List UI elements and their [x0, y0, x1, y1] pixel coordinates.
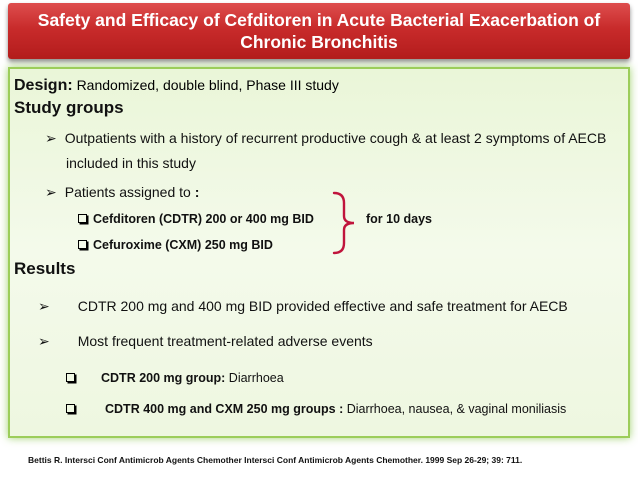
reference-footnote: Bettis R. Intersci Conf Antimicrob Agents Chemother Intersci Conf Antimicrob Agents Chemother. 1999 Sep 26-29; 39: 711. — [28, 455, 523, 465]
arrow-bullet-icon: ➢ — [38, 298, 50, 314]
group-cefuroxime-text: Cefuroxime (CXM) 250 mg BID — [93, 238, 273, 252]
adverse-cdtr400-cxm-text: Diarrhoea, nausea, & vaginal moniliasis — [346, 402, 567, 416]
title-banner — [8, 3, 630, 59]
design-text: Randomized, double blind, Phase III study — [76, 77, 339, 93]
results-bullet-adverse-text: Most frequent treatment-related adverse events — [77, 333, 373, 349]
adverse-cdtr400-cxm — [66, 402, 566, 416]
study-groups-heading: Study groups — [14, 98, 124, 117]
adverse-cdtr200-text: Diarrhoea — [228, 371, 284, 385]
group-cefuroxime — [78, 238, 273, 252]
adverse-cdtr200-label: CDTR 200 mg group: — [101, 371, 226, 385]
adverse-cdtr400-cxm-label: CDTR 400 mg and CXM 250 mg groups : — [105, 402, 344, 416]
arrow-bullet-icon: ➢ — [45, 184, 57, 200]
study-bullet-outpatients — [45, 130, 606, 147]
study-bullet-assigned-colon: : — [194, 184, 200, 200]
results-heading: Results — [14, 259, 76, 278]
group-cefditoren — [78, 212, 314, 226]
group-cefditoren-text: Cefditoren (CDTR) 200 or 400 mg BID — [93, 212, 314, 226]
square-bullet-icon — [78, 214, 87, 223]
study-bullet-outpatients-cont: included in this study — [66, 155, 196, 171]
content-panel — [8, 67, 630, 438]
slide-title-line1: Safety and Efficacy of Cefditoren in Acute Bacterial Exacerbation of — [37, 10, 601, 30]
study-bullet-assigned — [45, 184, 199, 201]
slide-title — [38, 9, 600, 53]
square-bullet-icon — [66, 373, 75, 382]
treatment-duration — [366, 212, 432, 226]
slide-title-line2: Chronic Bronchitis — [240, 32, 398, 52]
results-bullet-effective — [38, 298, 568, 315]
arrow-bullet-icon: ➢ — [45, 130, 57, 146]
arrow-bullet-icon: ➢ — [38, 333, 50, 349]
curly-brace-icon — [330, 190, 360, 256]
square-bullet-icon — [78, 240, 87, 249]
square-bullet-icon — [66, 404, 75, 413]
design-label: Design: — [14, 77, 73, 94]
study-bullet-assigned-text: Patients assigned to — [64, 184, 191, 200]
adverse-cdtr200 — [66, 371, 284, 385]
treatment-duration-text: for 10 days — [366, 212, 433, 226]
results-bullet-effective-text: CDTR 200 mg and 400 mg BID provided effective and safe treatment for AECB — [77, 298, 568, 314]
study-bullet-outpatients-text: Outpatients with a history of recurrent productive cough & at least 2 symptoms of AECB — [64, 130, 607, 146]
design-line — [14, 77, 339, 95]
results-bullet-adverse — [38, 333, 373, 350]
